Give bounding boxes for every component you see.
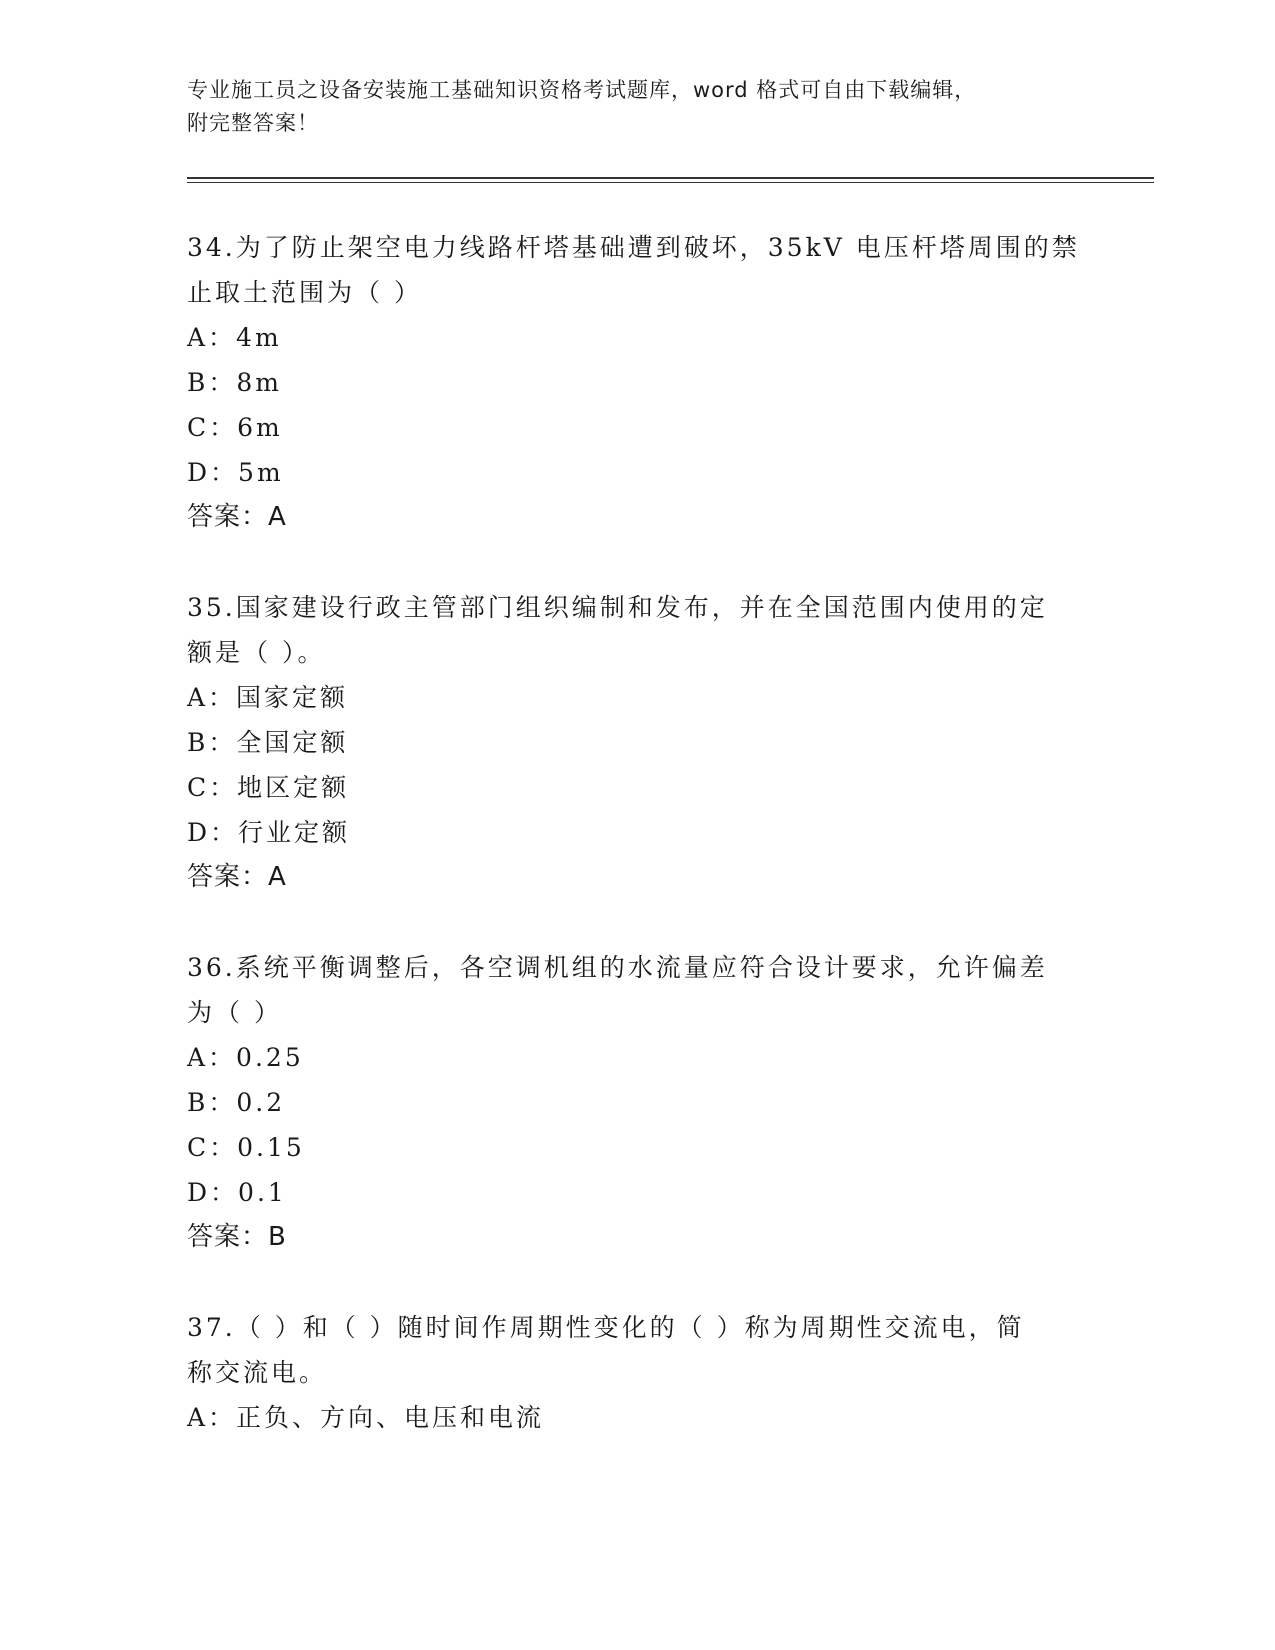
answer-line — [187, 495, 1087, 540]
option-a: A：0.25 — [187, 1043, 304, 1072]
option-d: D：行业定额 — [187, 818, 351, 847]
option-b: B：0.2 — [187, 1088, 286, 1117]
question-stem-line-2: 止取土范围为（ ） — [187, 278, 422, 307]
question-stem-line-1: 34.为了防止架空电力线路杆塔基础遭到破坏，35kV 电压杆塔周围的禁 — [187, 233, 1080, 262]
option-c: C：地区定额 — [187, 773, 350, 802]
header-divider-thick — [187, 177, 1154, 179]
answer-label: 答案： — [187, 862, 269, 892]
answer-label: 答案： — [187, 1222, 269, 1252]
question-35 — [187, 585, 1087, 900]
question-stem-line-2: 为（ ） — [187, 998, 282, 1027]
header-line-1: 专业施工员之设备安装施工基础知识资格考试题库，word 格式可自由下载编辑， — [187, 78, 977, 102]
question-stem-line-1: 36.系统平衡调整后，各空调机组的水流量应符合设计要求，允许偏差 — [187, 953, 1048, 982]
question-34 — [187, 225, 1087, 540]
header-line-2: 附完整答案！ — [187, 111, 319, 135]
answer-value: B — [268, 1222, 287, 1252]
option-a: A：正负、方向、电压和电流 — [187, 1403, 545, 1432]
option-b: B：全国定额 — [187, 728, 349, 757]
header-divider-thin — [187, 182, 1154, 183]
answer-line — [187, 855, 1087, 900]
question-stem-line-1: 37.（ ）和（ ）随时间作周期性变化的（ ）称为周期性交流电，简 — [187, 1313, 1025, 1342]
question-stem-line-1: 35.国家建设行政主管部门组织编制和发布，并在全国范围内使用的定 — [187, 593, 1048, 622]
question-36 — [187, 945, 1087, 1260]
option-c: C：0.15 — [187, 1133, 305, 1162]
option-b: B：8m — [187, 368, 282, 397]
option-d: D：0.1 — [187, 1178, 287, 1207]
answer-value: A — [268, 862, 287, 892]
option-a: A：国家定额 — [187, 683, 349, 712]
option-c: C：6m — [187, 413, 283, 442]
question-37 — [187, 1305, 1087, 1440]
question-stem-line-2: 称交流电。 — [187, 1358, 328, 1387]
answer-label: 答案： — [187, 502, 269, 532]
question-stem-line-2: 额是（ ）。 — [187, 638, 326, 667]
option-d: D：5m — [187, 458, 284, 487]
answer-line — [187, 1215, 1087, 1260]
answer-value: A — [268, 502, 287, 532]
option-a: A：4m — [187, 323, 282, 352]
document-header — [187, 74, 1087, 140]
